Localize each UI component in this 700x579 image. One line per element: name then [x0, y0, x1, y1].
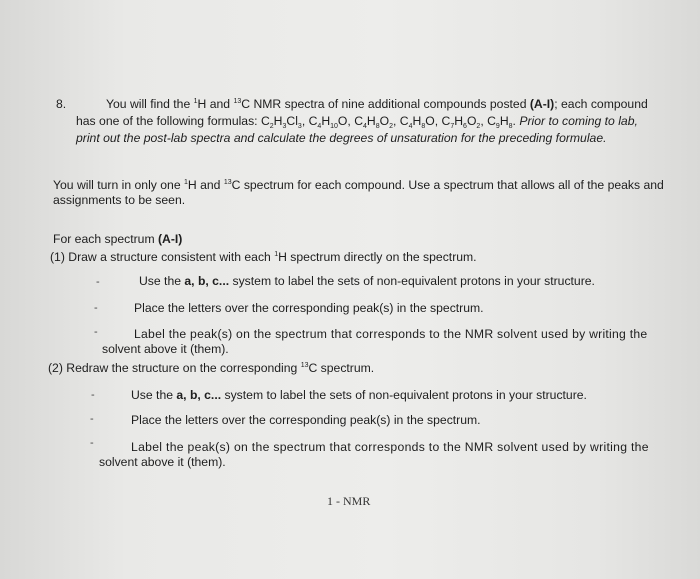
formula-6: $C_9H_8$	[487, 114, 513, 130]
for-each-heading: For each spectrum (A-I)	[53, 232, 183, 246]
turn-in-line-2: assignments to be seen.	[53, 193, 186, 207]
formula-2: $C_4H_{10}O$	[308, 114, 348, 130]
formula-1: $C_2H_3Cl_3$	[260, 114, 302, 130]
bullet-dash: -	[94, 302, 98, 314]
step-2-bullet-2: Place the letters over the corresponding peak(s) in the spectrum.	[131, 413, 481, 427]
bullet-dash: -	[96, 276, 100, 288]
step-2: (2) Redraw the structure on the corresponding $^{13}$C spectrum.	[48, 361, 375, 375]
bullet-dash: -	[94, 326, 98, 338]
page-footer: 1 - NMR	[327, 494, 371, 508]
formula-3: $C_4H_8O_2$	[354, 114, 394, 130]
formula-5: $C_7H_6O_2$	[441, 114, 481, 130]
bullet-dash: -	[90, 437, 94, 449]
step-1-bullet-1: Use the a, b, c... system to label the sets of non-equivalent protons in your structure.	[139, 274, 595, 288]
question-line-3: print out the post-lab spectra and calculate the degrees of unsaturation for the preceding formulae.	[76, 131, 607, 145]
question-line-2: has one of the following formulas: $C_2H_3Cl_3$, $C_4H_{10}O$, $C_4H_8O_2$, $C_4H_8O$, $C_7H_6O_2$, $C_9H_8$. Prior to coming to lab,	[76, 114, 638, 130]
step-1-bullet-2: Place the letters over the corresponding peak(s) in the spectrum.	[134, 301, 484, 315]
question-number: 8.	[56, 97, 67, 111]
turn-in-line-1: You will turn in only one $^1$H and $^{13}$C spectrum for each compound. Use a spectrum that allows all of the peaks and	[53, 178, 664, 192]
question-line-1: You will find the $^1$H and $^{13}$C NMR spectra of nine additional compounds posted (A-I); each compound	[106, 97, 648, 111]
bullet-dash: -	[91, 389, 95, 401]
step-2-bullet-3-line-1: Label the peak(s) on the spectrum that corresponds to the NMR solvent used by writing the	[131, 440, 649, 454]
step-1: (1) Draw a structure consistent with each $^1$H spectrum directly on the spectrum.	[50, 250, 477, 264]
bullet-dash: -	[90, 413, 94, 425]
step-2-bullet-1: Use the a, b, c... system to label the sets of non-equivalent protons in your structure.	[131, 388, 587, 402]
formula-4: $C_4H_8O$	[399, 114, 435, 130]
step-2-bullet-3-line-2: solvent above it (them).	[99, 455, 226, 469]
step-1-bullet-3-line-2: solvent above it (them).	[102, 342, 229, 356]
step-1-bullet-3-line-1: Label the peak(s) on the spectrum that corresponds to the NMR solvent used by writing the	[134, 327, 648, 341]
